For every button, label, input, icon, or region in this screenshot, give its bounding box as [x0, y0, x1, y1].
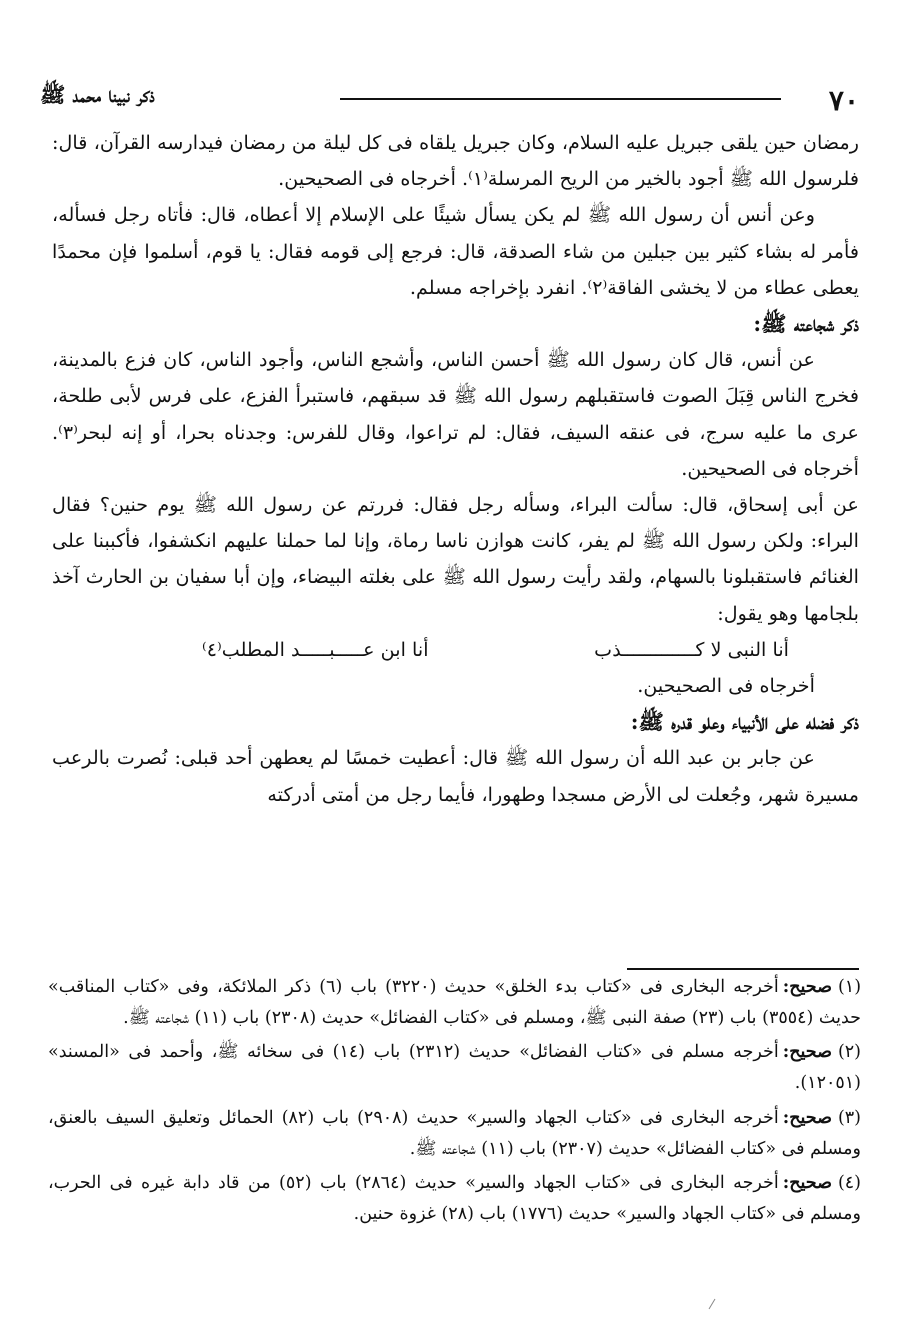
footnote	[48, 1103, 861, 1164]
section-heading: ذكر شجاعته ﷺ:	[753, 311, 859, 337]
pen-mark-icon	[707, 1298, 717, 1310]
page-number: ٧٠	[828, 84, 859, 117]
paragraph: رمضان حين يلقى جبريل عليه السلام، وكان جبريل يلقاه فى كل ليلة من رمضان فيدارسه القرآن، قال: فلرسول الله ﷺ أجود بالخير من الريح المرسلة⁽١⁾. أخرجاه فى الصحيحين.	[52, 131, 859, 191]
footnote-text: أخرجه البخارى فى «كتاب الجهاد والسير» حديث (٢٩٠٨) باب (٨٢) الحمائل وتعليق السيف بالعنق، ومسلم فى «كتاب الفضائل» حديث (٢٣٠٧) باب (١١) شجاعته ﷺ.	[48, 1107, 861, 1159]
footnote-number: (١)	[837, 977, 862, 997]
poetry-verse	[52, 632, 859, 668]
footnote-text: أخرجه البخارى فى «كتاب الجهاد والسير» حديث (٢٨٦٤) باب (٥٢) من قاد دابة غيره فى الحرب، ومسلم فى «كتاب الجهاد والسير» حديث (١٧٧٦) باب (٢٨) غزوة حنين.	[48, 1173, 861, 1224]
footnote	[48, 972, 861, 1033]
footnote	[48, 1037, 861, 1098]
footnote-text: أخرجه مسلم فى «كتاب الفضائل» حديث (٢٣١٢) باب (١٤) فى سخائه ﷺ، وأحمد فى «المسند» (١٢٠٥١).	[48, 1042, 861, 1094]
section-heading: ذكر فضله على الأنبياء وعلو قدره ﷺ:	[630, 709, 859, 735]
page-header	[40, 78, 859, 118]
verse-second-hemistich: أنا ابن عـــــبـــــد المطلب⁽٤⁾	[202, 637, 429, 661]
verse-first-hemistich: أنا النبى لا كـــــــــــــذب	[594, 637, 789, 661]
paragraph: عن جابر بن عبد الله أن رسول الله ﷺ قال: أعطيت خمسًا لم يعطهن أحد قبلى: نُصرت بالرعب مسيرة شهر، وجُعلت لى الأرض مسجدا وطهورا، فأيما رجل من أمتى أدركته	[52, 746, 859, 806]
footnote-grade: صحيح:	[782, 977, 832, 997]
footnote-grade: صحيح:	[782, 1107, 832, 1128]
footnote-number: (٣)	[837, 1107, 861, 1128]
header-rule	[340, 98, 781, 100]
footnote-number: (٢)	[837, 1042, 861, 1063]
main-text	[52, 125, 859, 813]
footnote	[48, 1168, 861, 1229]
footnote-separator	[627, 968, 859, 970]
footnote-number: (٤)	[837, 1173, 861, 1194]
footnotes	[48, 972, 861, 1234]
running-title: ذكر نبينا محمد ﷺ	[40, 82, 155, 107]
paragraph: وعن أنس أن رسول الله ﷺ لم يكن يسأل شيئًا على الإسلام إلا أعطاه، قال: فأتاه رجل فسأله، فأمر له بشاء كثير بين جبلين من شاء الصدقة، قال: فرجع إلى قومه فقال: يا قوم، أسلموا فإن محمدًا يعطى عطاء من لا يخشى الفاقة⁽٢⁾. انفرد بإخراجه مسلم.	[52, 203, 859, 299]
footnote-grade: صحيح:	[782, 1173, 832, 1194]
paragraph: أخرجاه فى الصحيحين.	[637, 674, 815, 698]
footnote-text: أخرجه البخارى فى «كتاب بدء الخلق» حديث (٣٢٢٠) باب (٦) ذكر الملائكة، وفى «كتاب المناقب» حديث (٣٥٥٤) باب (٢٣) صفة النبى ﷺ، ومسلم فى «كتاب الفضائل» حديث (٢٣٠٨) باب (١١) شجاعته ﷺ.	[48, 977, 861, 1028]
paragraph: عن أنس، قال كان رسول الله ﷺ أحسن الناس، وأشجع الناس، وأجود الناس، كان فزع بالمدينة، فخرج الناس قِبَلَ الصوت فاستقبلهم رسول الله ﷺ قد سبقهم، فاستبرأ الفزع، على فرس لأبى طلحة، عرى ما عليه سرج، فى عنقه السيف، فقال: لم تراعوا، وقال للفرس: وجدناه بحرا، أو إنه لبحر⁽٣⁾. أخرجاه فى الصحيحين.	[52, 348, 859, 480]
paragraph: عن أبى إسحاق، قال: سألت البراء، وسأله رجل فقال: فررتم عن رسول الله ﷺ يوم حنين؟ فقال البراء: ولكن رسول الله ﷺ لم يفر، كانت هوازن ناسا رماة، وإنا لما حملنا عليهم انكشفوا، فأكببنا على الغنائم فاستقبلونا بالسهام، ولقد رأيت رسول الله ﷺ على بغلته البيضاء، وإن أبا سفيان بن الحارث آخذ بلجامها وهو يقول:	[52, 493, 859, 625]
footnote-grade: صحيح:	[782, 1042, 832, 1063]
